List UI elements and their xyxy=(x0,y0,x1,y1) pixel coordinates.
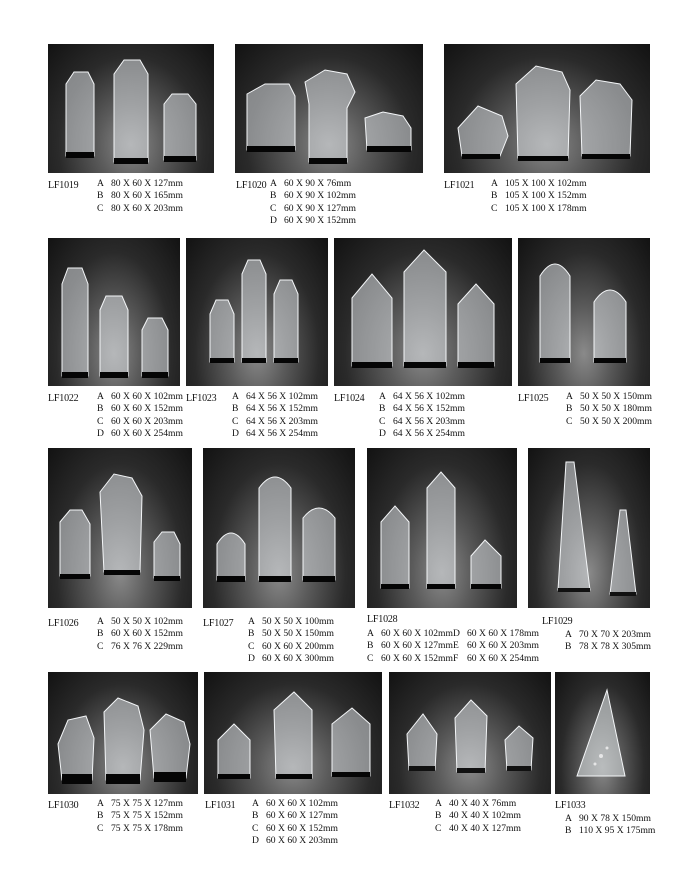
size-value: 40 X 40 X 102mm xyxy=(449,810,521,822)
size-letter: E xyxy=(453,640,459,652)
size-letter: C xyxy=(379,415,386,427)
product-photo-lf1027 xyxy=(203,448,355,608)
size-value: 70 X 70 X 203mm xyxy=(579,629,651,640)
size-value: 64 X 56 X 254mm xyxy=(246,428,318,440)
product-photo-lf1022 xyxy=(48,238,180,386)
size-value: 60 X 60 X 152mm xyxy=(111,628,183,640)
size-value: 60 X 90 X 152mm xyxy=(284,215,356,227)
crystal-trophy-illustration xyxy=(186,238,328,386)
size-letter: D xyxy=(97,428,104,440)
size-value: 78 X 78 X 305mm xyxy=(579,641,651,653)
product-specs xyxy=(252,798,338,848)
size-value: 60 X 60 X 152mm xyxy=(266,822,338,834)
product-specs-right xyxy=(453,628,539,665)
size-letter: B xyxy=(270,190,277,202)
size-value: 80 X 60 X 203mm xyxy=(111,202,183,214)
size-letter: D xyxy=(232,428,239,440)
size-value: 75 X 75 X 152mm xyxy=(111,810,183,822)
crystal-trophy-illustration xyxy=(555,672,650,794)
size-letter: A xyxy=(270,178,277,189)
crystal-trophy-illustration xyxy=(528,448,650,608)
product-specs xyxy=(97,798,183,835)
size-letter: B xyxy=(252,810,259,822)
size-letter: A xyxy=(565,629,572,640)
size-value: 75 X 75 X 127mm xyxy=(111,798,183,809)
size-letter: D xyxy=(248,653,255,665)
product-photo-lf1031 xyxy=(204,672,382,794)
crystal-trophy-illustration xyxy=(518,238,650,386)
product-specs xyxy=(232,391,318,441)
size-value: 64 X 56 X 102mm xyxy=(246,391,318,402)
size-letter: C xyxy=(232,415,239,427)
size-value: 60 X 60 X 254mm xyxy=(467,652,539,664)
size-letter: C xyxy=(97,202,104,214)
product-photo-lf1032 xyxy=(389,672,551,794)
product-specs xyxy=(97,391,183,441)
size-value: 50 X 50 X 100mm xyxy=(262,616,334,627)
size-letter: F xyxy=(453,652,459,664)
size-letter: A xyxy=(435,798,442,809)
product-specs-left xyxy=(367,628,453,665)
size-letter: C xyxy=(97,415,104,427)
size-value: 50 X 50 X 150mm xyxy=(262,628,334,640)
size-value: 60 X 60 X 300mm xyxy=(262,653,334,665)
size-value: 50 X 50 X 150mm xyxy=(580,391,652,402)
product-photo-lf1028 xyxy=(367,448,517,608)
size-value: 90 X 78 X 150mm xyxy=(579,813,651,824)
product-code: LF1025 xyxy=(518,393,549,404)
size-value: 60 X 60 X 152mm xyxy=(381,652,453,664)
size-letter: A xyxy=(252,798,259,809)
product-photo-lf1025 xyxy=(518,238,650,386)
size-letter: A xyxy=(97,798,104,809)
product-code: LF1028 xyxy=(367,614,398,625)
crystal-trophy-illustration xyxy=(204,672,382,794)
product-specs xyxy=(97,178,183,215)
size-letter: D xyxy=(252,835,259,847)
size-value: 60 X 60 X 127mm xyxy=(266,810,338,822)
product-photo-lf1021 xyxy=(444,44,650,173)
size-value: 60 X 60 X 127mm xyxy=(381,640,453,652)
size-value: 110 X 95 X 175mm xyxy=(579,825,656,837)
size-value: 60 X 60 X 102mm xyxy=(266,798,338,809)
crystal-trophy-illustration xyxy=(334,238,512,386)
size-letter: C xyxy=(97,822,104,834)
size-value: 50 X 50 X 180mm xyxy=(580,403,652,415)
product-photo-lf1026 xyxy=(48,448,192,608)
size-letter: B xyxy=(232,403,239,415)
product-photo-lf1024 xyxy=(334,238,512,386)
size-value: 60 X 90 X 127mm xyxy=(284,202,356,214)
size-letter: C xyxy=(270,202,277,214)
product-code: LF1033 xyxy=(555,800,586,811)
product-code: LF1026 xyxy=(48,618,79,629)
size-value: 60 X 60 X 152mm xyxy=(111,403,183,415)
size-letter: C xyxy=(367,652,374,664)
product-photo-lf1030 xyxy=(48,672,198,794)
product-code: LF1022 xyxy=(48,393,79,404)
size-value: 105 X 100 X 178mm xyxy=(505,202,587,214)
size-letter: D xyxy=(379,428,386,440)
product-code: LF1030 xyxy=(48,800,79,811)
product-specs xyxy=(566,391,652,428)
size-value: 105 X 100 X 152mm xyxy=(505,190,587,202)
size-value: 60 X 90 X 76mm xyxy=(284,178,352,189)
size-letter: D xyxy=(270,215,277,227)
product-photo-lf1033 xyxy=(555,672,650,794)
size-letter: C xyxy=(566,415,573,427)
size-letter: B xyxy=(97,403,104,415)
crystal-trophy-illustration xyxy=(235,44,423,173)
product-photo-lf1029 xyxy=(528,448,650,608)
size-letter: B xyxy=(97,190,104,202)
size-value: 60 X 60 X 102mm xyxy=(111,391,183,402)
size-value: 60 X 60 X 203mm xyxy=(111,415,183,427)
size-value: 64 X 56 X 254mm xyxy=(393,428,465,440)
product-code: LF1020 xyxy=(236,180,267,191)
product-code: LF1024 xyxy=(334,393,365,404)
size-letter: D xyxy=(453,628,460,639)
size-value: 40 X 40 X 127mm xyxy=(449,822,521,834)
size-letter: A xyxy=(248,616,255,627)
product-code: LF1031 xyxy=(205,800,236,811)
crystal-trophy-illustration xyxy=(444,44,650,173)
size-letter: A xyxy=(491,178,498,189)
size-value: 76 X 76 X 229mm xyxy=(111,640,183,652)
size-value: 60 X 90 X 102mm xyxy=(284,190,356,202)
size-value: 60 X 60 X 203mm xyxy=(266,835,338,847)
size-letter: B xyxy=(97,628,104,640)
size-value: 50 X 50 X 200mm xyxy=(580,415,652,427)
size-letter: B xyxy=(367,640,374,652)
product-code: LF1032 xyxy=(389,800,420,811)
size-letter: A xyxy=(379,391,386,402)
size-letter: C xyxy=(491,202,498,214)
size-letter: C xyxy=(435,822,442,834)
size-value: 60 X 60 X 254mm xyxy=(111,428,183,440)
product-specs xyxy=(97,616,183,653)
size-value: 80 X 60 X 165mm xyxy=(111,190,183,202)
crystal-trophy-illustration xyxy=(48,672,198,794)
crystal-trophy-illustration xyxy=(367,448,517,608)
crystal-trophy-illustration xyxy=(48,448,192,608)
size-letter: B xyxy=(491,190,498,202)
product-specs xyxy=(565,813,655,838)
size-value: 80 X 60 X 127mm xyxy=(111,178,183,189)
size-value: 64 X 56 X 152mm xyxy=(246,403,318,415)
size-letter: B xyxy=(248,628,255,640)
size-letter: A xyxy=(97,616,104,627)
product-photo-lf1023 xyxy=(186,238,328,386)
size-letter: B xyxy=(565,641,572,653)
product-specs xyxy=(565,629,651,654)
size-letter: C xyxy=(97,640,104,652)
size-value: 64 X 56 X 152mm xyxy=(393,403,465,415)
size-value: 75 X 75 X 178mm xyxy=(111,822,183,834)
size-value: 60 X 60 X 178mm xyxy=(467,628,539,639)
size-value: 64 X 56 X 102mm xyxy=(393,391,465,402)
product-specs xyxy=(379,391,465,441)
size-value: 50 X 50 X 102mm xyxy=(111,616,183,627)
product-specs xyxy=(491,178,587,215)
size-value: 40 X 40 X 76mm xyxy=(449,798,517,809)
size-value: 64 X 56 X 203mm xyxy=(393,415,465,427)
size-value: 64 X 56 X 203mm xyxy=(246,415,318,427)
size-letter: C xyxy=(252,822,259,834)
product-code: LF1023 xyxy=(186,393,217,404)
size-letter: B xyxy=(565,825,572,837)
size-value: 105 X 100 X 102mm xyxy=(505,178,587,189)
size-letter: B xyxy=(379,403,386,415)
size-letter: C xyxy=(248,640,255,652)
size-letter: A xyxy=(97,178,104,189)
size-letter: A xyxy=(367,628,374,639)
crystal-trophy-illustration xyxy=(48,44,214,173)
size-letter: A xyxy=(566,391,573,402)
size-letter: A xyxy=(565,813,572,824)
product-code: LF1021 xyxy=(444,180,475,191)
size-letter: B xyxy=(97,810,104,822)
size-letter: A xyxy=(232,391,239,402)
size-letter: B xyxy=(435,810,442,822)
crystal-trophy-illustration xyxy=(48,238,180,386)
size-value: 60 X 60 X 102mm xyxy=(381,628,453,639)
product-specs xyxy=(435,798,521,835)
product-code: LF1029 xyxy=(542,616,573,627)
size-value: 60 X 60 X 203mm xyxy=(467,640,539,652)
product-photo-lf1019 xyxy=(48,44,214,173)
product-code: LF1019 xyxy=(48,180,79,191)
size-value: 60 X 60 X 200mm xyxy=(262,640,334,652)
size-letter: B xyxy=(566,403,573,415)
crystal-trophy-illustration xyxy=(203,448,355,608)
crystal-trophy-illustration xyxy=(389,672,551,794)
product-photo-lf1020 xyxy=(235,44,423,173)
product-specs xyxy=(248,616,334,666)
product-specs xyxy=(270,178,356,228)
size-letter: A xyxy=(97,391,104,402)
product-code: LF1027 xyxy=(203,618,234,629)
